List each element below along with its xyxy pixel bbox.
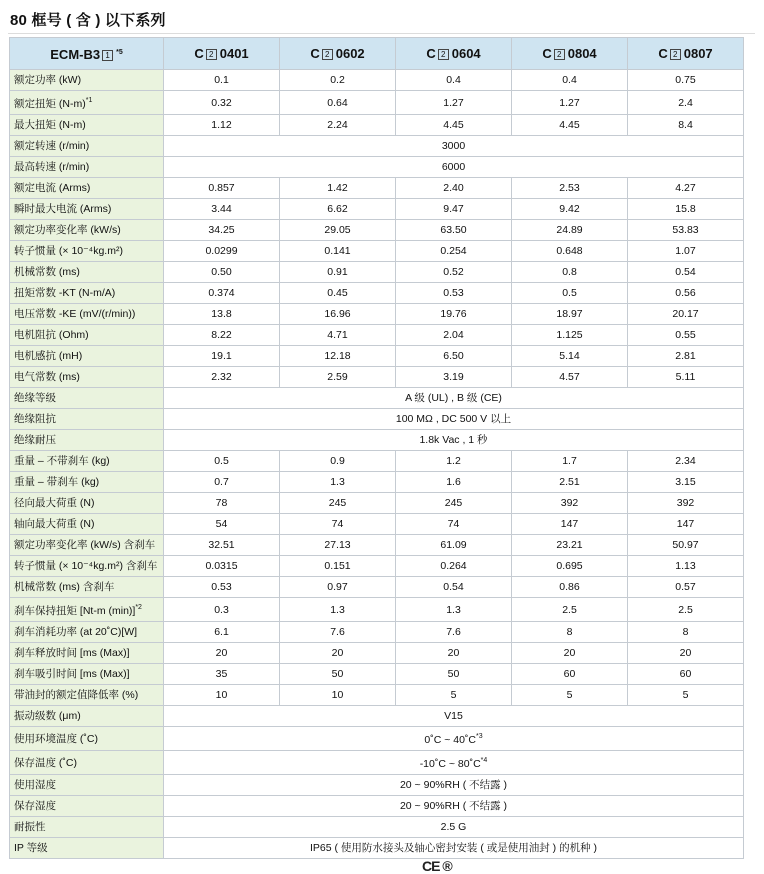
parameter-cell [10,115,164,136]
value-cell: 245 [396,493,512,514]
title-divider [8,33,755,34]
table-row [10,775,744,796]
value-cell: 20 [512,643,628,664]
value-cell: 0.53 [396,283,512,304]
table-row [10,451,744,472]
model-series-letter: C [426,45,436,61]
table-row [10,304,744,325]
parameter-label: 电机感抗 (mH) [14,350,83,362]
parameter-cell [10,838,164,859]
value-cell: 0.141 [280,241,396,262]
value-cell: 34.25 [164,220,280,241]
parameter-label: 转子惯量 (× 10⁻⁴kg.m²) 含刹车 [14,560,158,572]
parameter-label: 刹车保持扭矩 [Nt-m (min)] [14,605,136,617]
table-row [10,220,744,241]
value-cell: 6.1 [164,622,280,643]
table-row [10,598,744,622]
model-column-header [512,38,628,70]
value-cell: 20 [280,643,396,664]
value-cell: 0.54 [396,577,512,598]
model-code: 0604 [451,45,481,61]
table-row [10,472,744,493]
value-cell: 0.5 [164,451,280,472]
value-cell: 1.42 [280,178,396,199]
value-cell: 19.76 [396,304,512,325]
parameter-label: 额定功率 (kW) [14,74,82,86]
model-series-letter: C [310,45,320,61]
value-cell: 2.32 [164,367,280,388]
value-cell: 20.17 [628,304,744,325]
parameter-label: 扭矩常数 -KT (N-m/A) [14,287,116,299]
table-row [10,70,744,91]
parameter-label: 保存湿度 [14,800,56,812]
model-code: 0602 [335,45,365,61]
footnote-marker: *4 [480,757,488,764]
value-cell: 0.254 [396,241,512,262]
parameter-cell [10,727,164,751]
model-code: 0804 [567,45,597,61]
parameter-cell [10,91,164,115]
model-box: 2 [322,49,333,60]
value-cell: 0.52 [396,262,512,283]
value-cell: 0.7 [164,472,280,493]
table-row [10,157,744,178]
parameter-cell [10,643,164,664]
parameter-cell [10,346,164,367]
value-cell: 23.21 [512,535,628,556]
table-row [10,283,744,304]
parameter-cell [10,70,164,91]
value-cell: 2.81 [628,346,744,367]
value-cell: 0.45 [280,283,396,304]
value-cell: 1.6 [396,472,512,493]
value-cell: 0.3 [164,598,280,622]
table-row [10,136,744,157]
value-cell: 20 [628,643,744,664]
page-title: 80 框号 ( 含 ) 以下系列 [10,12,166,29]
table-row [10,91,744,115]
table-row [10,493,744,514]
value-cell: 1.07 [628,241,744,262]
value-cell: 1.3 [280,598,396,622]
parameter-label: 机械常数 (ms) 含刹车 [14,581,115,593]
header-row [10,38,744,70]
value-cell: 0.5 [512,283,628,304]
parameter-label: 电气常数 (ms) [14,371,80,383]
value-cell: 54 [164,514,280,535]
parameter-cell [10,493,164,514]
value-cell-merged [164,136,744,157]
parameter-label: 振动级数 (μm) [14,710,81,722]
parameter-cell [10,472,164,493]
parameter-label: 绝缘阻抗 [14,413,56,425]
parameter-cell [10,199,164,220]
value-cell: 2.4 [628,91,744,115]
value-cell: 0.64 [280,91,396,115]
value-cell: 4.57 [512,367,628,388]
merged-value: 1.8k Vac , 1 秒 [419,434,488,446]
model-series-letter: C [194,45,204,61]
value-cell: 6.50 [396,346,512,367]
value-cell: 50.97 [628,535,744,556]
value-cell: 78 [164,493,280,514]
model-series-letter: C [542,45,552,61]
model-code: 0401 [219,45,249,61]
certification-mark: CE ® [422,858,452,874]
parameter-label: 刹车吸引时间 [ms (Max)] [14,668,130,680]
value-cell: 19.1 [164,346,280,367]
parameter-label: 绝缘耐压 [14,434,56,446]
value-cell: 61.09 [396,535,512,556]
value-cell: 1.3 [280,472,396,493]
value-cell: 8 [512,622,628,643]
table-row [10,262,744,283]
value-cell: 0.9 [280,451,396,472]
table-row [10,796,744,817]
table-row [10,727,744,751]
value-cell: 0.97 [280,577,396,598]
value-cell: 0.0299 [164,241,280,262]
footnote-marker: *2 [135,604,142,611]
parameter-cell [10,622,164,643]
value-cell: 1.7 [512,451,628,472]
parameter-label: IP 等级 [14,842,48,854]
merged-value: A 级 (UL) , B 级 (CE) [405,392,502,404]
value-cell: 147 [628,514,744,535]
parameter-label: 额定功率变化率 (kW/s) 含刹车 [14,539,156,551]
value-cell: 29.05 [280,220,396,241]
parameter-label: 保存温度 (˚C) [14,756,77,769]
table-row [10,556,744,577]
value-cell-merged [164,409,744,430]
table-row [10,178,744,199]
value-cell: 4.71 [280,325,396,346]
value-cell: 6.62 [280,199,396,220]
model-column-header [396,38,512,70]
table-row [10,535,744,556]
value-cell-merged [164,838,744,859]
value-cell: 0.32 [164,91,280,115]
parameter-cell [10,283,164,304]
value-cell: 8.22 [164,325,280,346]
value-cell: 0.4 [396,70,512,91]
value-cell: 2.59 [280,367,396,388]
value-cell: 74 [396,514,512,535]
parameter-cell [10,706,164,727]
table-row [10,685,744,706]
value-cell: 16.96 [280,304,396,325]
value-cell: 5.14 [512,346,628,367]
value-cell: 0.1 [164,70,280,91]
table-row [10,838,744,859]
table-row [10,514,744,535]
table-row [10,199,744,220]
table-row [10,241,744,262]
parameter-cell [10,241,164,262]
parameter-label: 绝缘等级 [14,392,56,404]
value-cell: 0.54 [628,262,744,283]
value-cell: 0.648 [512,241,628,262]
value-cell: 392 [512,493,628,514]
parameter-cell [10,817,164,838]
parameter-cell [10,796,164,817]
value-cell-merged [164,817,744,838]
table-row [10,706,744,727]
value-cell: 0.857 [164,178,280,199]
parameter-label: 机械常数 (ms) [14,266,80,278]
parameter-cell [10,136,164,157]
merged-value: 2.5 G [440,821,467,833]
model-column-header [164,38,280,70]
value-cell: 0.374 [164,283,280,304]
value-cell-merged [164,727,744,751]
table-row [10,346,744,367]
value-cell: 0.75 [628,70,744,91]
value-cell: 60 [628,664,744,685]
value-cell: 1.125 [512,325,628,346]
value-cell: 5 [512,685,628,706]
value-cell: 27.13 [280,535,396,556]
value-cell: 3.44 [164,199,280,220]
footnote-marker: *1 [85,97,93,104]
value-cell-merged [164,796,744,817]
parameter-cell [10,556,164,577]
parameter-cell [10,514,164,535]
model-series-letter: C [658,45,668,61]
model-box: 2 [670,49,681,60]
value-cell-merged [164,388,744,409]
table-row [10,325,744,346]
value-cell: 147 [512,514,628,535]
value-cell: 4.27 [628,178,744,199]
value-cell: 2.5 [628,598,744,622]
model-box: 1 [102,50,113,61]
value-cell: 245 [280,493,396,514]
parameter-label: 额定功率变化率 (kW/s) [14,224,121,236]
parameter-label: 最高转速 (r/min) [14,161,90,173]
merged-value: 100 MΩ , DC 500 V 以上 [395,413,512,425]
value-cell: 1.3 [396,598,512,622]
parameter-cell [10,220,164,241]
table-row [10,388,744,409]
model-column-header [280,38,396,70]
value-cell: 50 [280,664,396,685]
parameter-label: 瞬时最大电流 (Arms) [14,203,112,215]
value-cell: 32.51 [164,535,280,556]
value-cell: 2.24 [280,115,396,136]
table-row [10,115,744,136]
value-cell: 8.4 [628,115,744,136]
parameter-label: 额定电流 (Arms) [14,182,91,194]
parameter-cell [10,178,164,199]
value-cell: 0.264 [396,556,512,577]
value-cell: 12.18 [280,346,396,367]
parameter-label: 带油封的额定值降低率 (%) [14,689,139,701]
table-row [10,751,744,775]
table-row [10,409,744,430]
value-cell: 7.6 [396,622,512,643]
merged-value: -10˚C ~ 80˚C [419,758,481,770]
value-cell: 0.55 [628,325,744,346]
model-header [10,38,164,70]
value-cell: 2.04 [396,325,512,346]
table-row [10,622,744,643]
parameter-label: 刹车消耗功率 (at 20˚C)[W] [14,626,138,638]
value-cell: 24.89 [512,220,628,241]
value-cell: 4.45 [396,115,512,136]
model-code: 0807 [683,45,713,61]
value-cell: 53.83 [628,220,744,241]
table-row [10,577,744,598]
parameter-cell [10,664,164,685]
value-cell: 1.27 [396,91,512,115]
value-cell: 0.4 [512,70,628,91]
parameter-label: 电压常数 -KE (mV/(r/min)) [14,308,136,320]
value-cell: 0.8 [512,262,628,283]
value-cell: 1.27 [512,91,628,115]
value-cell: 13.8 [164,304,280,325]
value-cell: 50 [396,664,512,685]
value-cell: 5.11 [628,367,744,388]
value-cell: 0.53 [164,577,280,598]
value-cell: 0.695 [512,556,628,577]
parameter-cell [10,751,164,775]
parameter-cell [10,367,164,388]
value-cell: 3.19 [396,367,512,388]
parameter-cell [10,577,164,598]
value-cell: 4.45 [512,115,628,136]
parameter-cell [10,325,164,346]
value-cell-merged [164,706,744,727]
value-cell: 9.47 [396,199,512,220]
value-cell: 10 [280,685,396,706]
parameter-cell [10,157,164,178]
parameter-label: 轴向最大荷重 (N) [14,518,95,530]
parameter-label: 刹车释放时间 [ms (Max)] [14,647,130,659]
value-cell: 20 [164,643,280,664]
model-box: 2 [438,49,449,60]
table-row [10,664,744,685]
value-cell: 2.53 [512,178,628,199]
value-cell: 35 [164,664,280,685]
model-note: *5 [116,48,123,56]
model-prefix: ECM-B3 [50,46,101,62]
value-cell: 1.13 [628,556,744,577]
table-row [10,817,744,838]
parameter-label: 重量 – 不带刹车 (kg) [14,455,110,467]
value-cell: 0.0315 [164,556,280,577]
parameter-cell [10,451,164,472]
value-cell: 74 [280,514,396,535]
merged-value: 20 ~ 90%RH ( 不结露 ) [399,779,508,791]
value-cell: 0.57 [628,577,744,598]
value-cell: 63.50 [396,220,512,241]
value-cell-merged [164,775,744,796]
parameter-cell [10,388,164,409]
table-row [10,643,744,664]
value-cell: 3.15 [628,472,744,493]
value-cell: 2.34 [628,451,744,472]
value-cell: 20 [396,643,512,664]
value-cell-merged [164,157,744,178]
value-cell-merged [164,751,744,775]
parameter-cell [10,304,164,325]
parameter-cell [10,685,164,706]
value-cell: 2.5 [512,598,628,622]
value-cell: 18.97 [512,304,628,325]
value-cell: 0.2 [280,70,396,91]
parameter-cell [10,535,164,556]
parameter-cell [10,598,164,622]
value-cell: 2.40 [396,178,512,199]
value-cell: 5 [628,685,744,706]
merged-value: 0˚C ~ 40˚C [424,734,477,746]
parameter-label: 使用环境温度 (˚C) [14,732,98,745]
parameter-label: 耐振性 [14,821,46,833]
merged-value: 6000 [441,161,466,173]
parameter-label: 额定扭矩 (N-m) [14,98,86,110]
parameter-label: 额定转速 (r/min) [14,140,90,152]
parameter-cell [10,775,164,796]
merged-value: 20 ~ 90%RH ( 不结露 ) [399,800,508,812]
parameter-label: 转子惯量 (× 10⁻⁴kg.m²) [14,245,123,257]
value-cell: 2.51 [512,472,628,493]
merged-value: 3000 [441,140,466,152]
model-box: 2 [554,49,565,60]
model-column-header [628,38,744,70]
value-cell: 1.2 [396,451,512,472]
merged-value: V15 [444,710,463,722]
parameter-label: 重量 – 带刹车 (kg) [14,476,100,488]
value-cell: 0.151 [280,556,396,577]
footnote-marker: *3 [476,733,483,740]
value-cell: 10 [164,685,280,706]
spec-table [9,37,744,859]
value-cell: 0.50 [164,262,280,283]
value-cell: 8 [628,622,744,643]
value-cell: 392 [628,493,744,514]
value-cell-merged [164,430,744,451]
value-cell: 0.91 [280,262,396,283]
table-row [10,367,744,388]
parameter-label: 最大扭矩 (N-m) [14,119,86,131]
value-cell: 0.86 [512,577,628,598]
parameter-label: 径向最大荷重 (N) [14,497,95,509]
table-row [10,430,744,451]
parameter-cell [10,430,164,451]
parameter-label: 使用湿度 [14,779,56,791]
parameter-cell [10,262,164,283]
parameter-label: 电机阻抗 (Ohm) [14,329,89,341]
value-cell: 0.56 [628,283,744,304]
parameter-cell [10,409,164,430]
value-cell: 7.6 [280,622,396,643]
value-cell: 1.12 [164,115,280,136]
value-cell: 15.8 [628,199,744,220]
value-cell: 9.42 [512,199,628,220]
value-cell: 5 [396,685,512,706]
merged-value: IP65 ( 使用防水接头及轴心密封安装 ( 或是使用油封 ) 的机种 ) [309,842,597,854]
value-cell: 60 [512,664,628,685]
model-box: 2 [206,49,217,60]
